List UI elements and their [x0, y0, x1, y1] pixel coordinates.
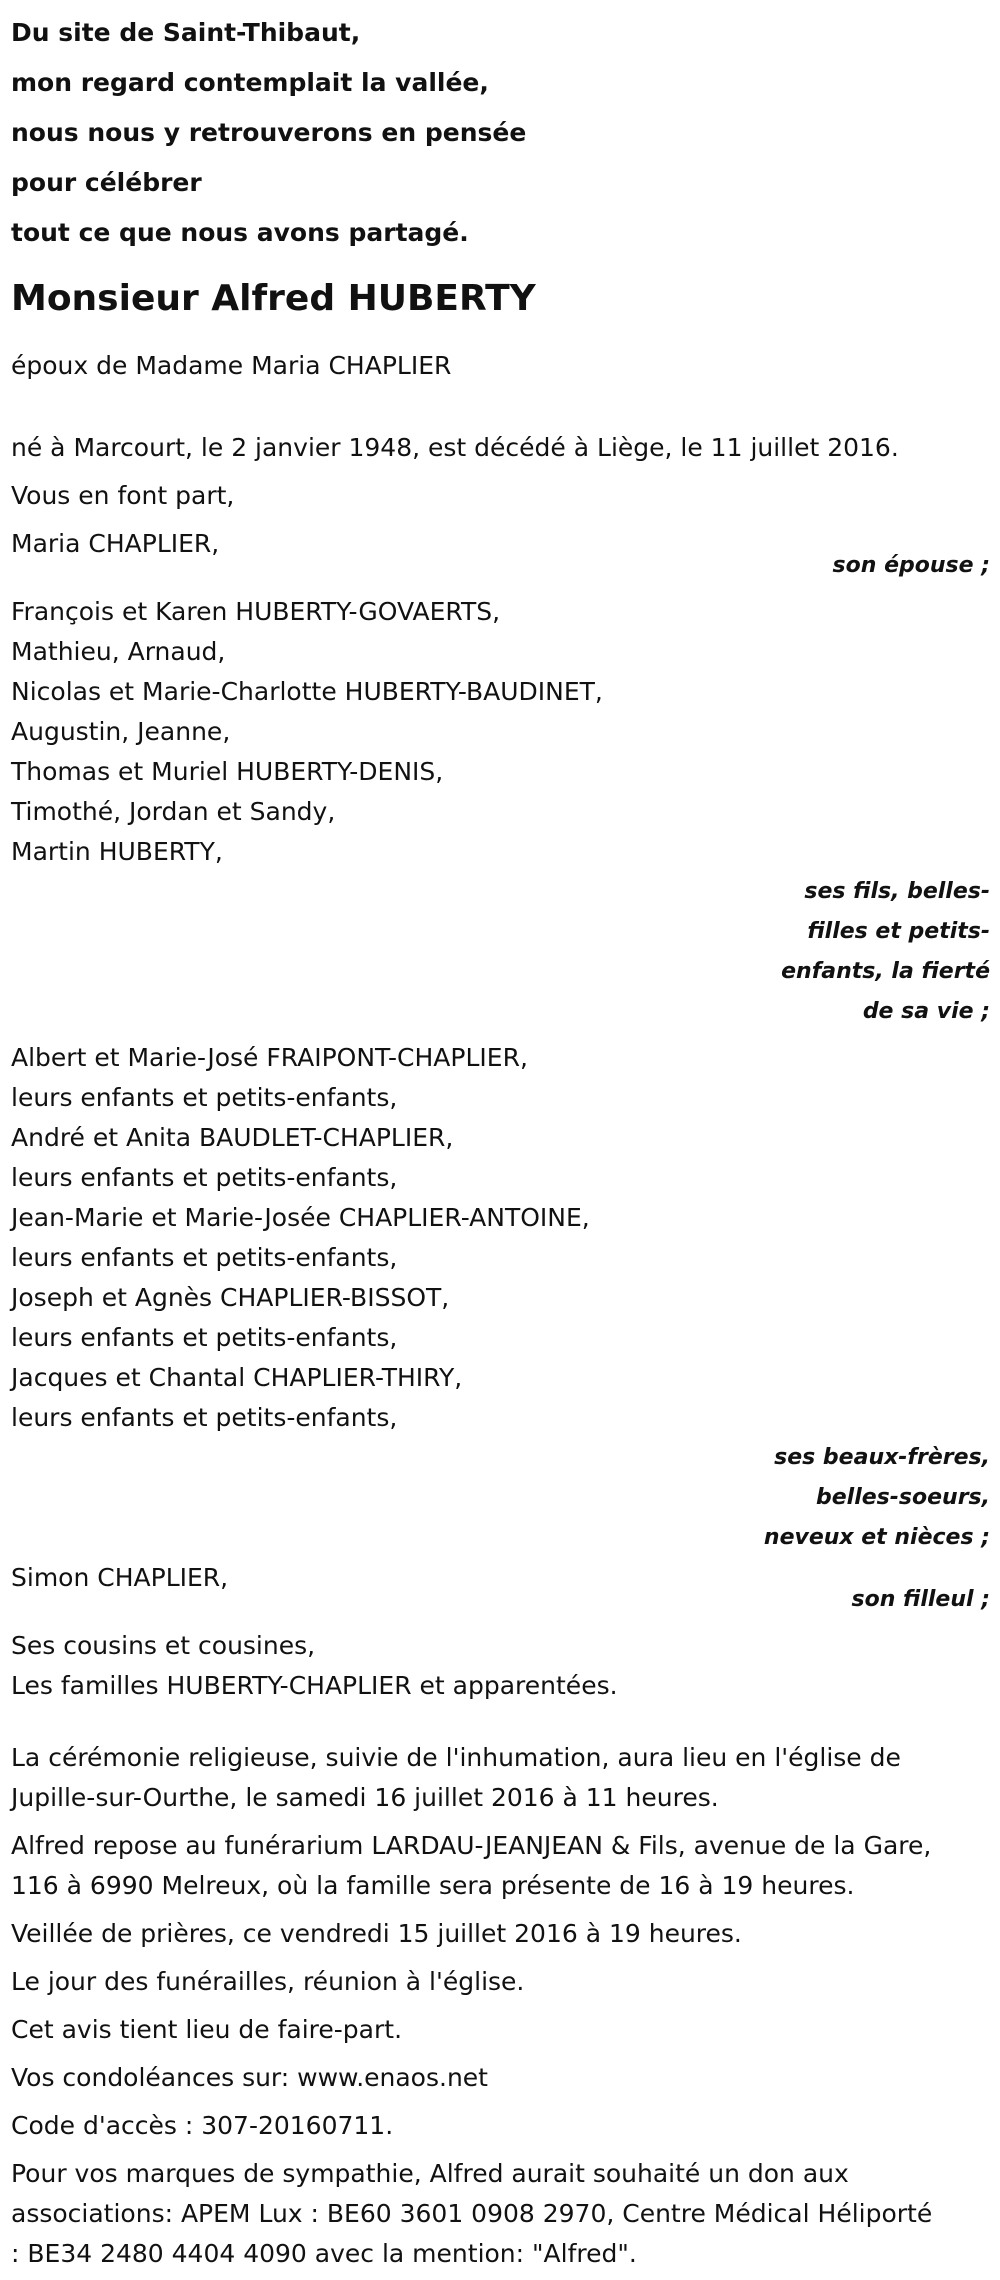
- relation-label: filles et petits-: [807, 919, 990, 944]
- poem-line: nous nous y retrouverons en pensée: [11, 118, 527, 147]
- family-group-inlaws: [11, 1038, 1000, 1558]
- paragraph-line: Code d'accès : 307-20160711.: [11, 2111, 394, 2140]
- ceremony-info: [11, 1738, 1000, 2274]
- paragraph-line: Veillée de prières, ce vendredi 15 juillet 2016 à 19 heures.: [11, 1919, 742, 1948]
- ceremony-paragraph: [11, 1738, 1000, 1818]
- poem-line: pour célébrer: [11, 168, 202, 197]
- family-name: Les familles HUBERTY-CHAPLIER et apparentées.: [11, 1671, 618, 1700]
- paragraph-line: Jupille-sur-Ourthe, le samedi 16 juillet 2016 à 11 heures.: [11, 1783, 719, 1812]
- relation-label: de sa vie ;: [862, 999, 990, 1024]
- birth-death-line: né à Marcourt, le 2 janvier 1948, est décédé à Liège, le 11 juillet 2016.: [11, 433, 899, 462]
- poem-line: mon regard contemplait la vallée,: [11, 68, 489, 97]
- family-name: Jean-Marie et Marie-Josée CHAPLIER-ANTOINE,: [11, 1203, 590, 1232]
- family-name: Thomas et Muriel HUBERTY-DENIS,: [11, 757, 444, 786]
- family-name: Timothé, Jordan et Sandy,: [11, 797, 336, 826]
- paragraph-line: Alfred repose au funérarium LARDAU-JEANJEAN & Fils, avenue de la Gare,: [11, 1831, 932, 1860]
- notice-paragraph: [11, 2010, 1000, 2050]
- relation-label: ses beaux-frères,: [774, 1445, 990, 1470]
- deceased-name-title: Monsieur Alfred HUBERTY: [11, 278, 536, 319]
- family-name: leurs enfants et petits-enfants,: [11, 1083, 398, 1112]
- relation-label: neveux et nièces ;: [763, 1525, 990, 1550]
- paragraph-line: : BE34 2480 4404 4090 avec la mention: "Alfred".: [11, 2239, 637, 2268]
- donation-paragraph: [11, 2154, 1000, 2274]
- relation-label: enfants, la fierté: [781, 959, 990, 984]
- paragraph-line: La cérémonie religieuse, suivie de l'inhumation, aura lieu en l'église de: [11, 1743, 901, 1772]
- family-name: leurs enfants et petits-enfants,: [11, 1243, 398, 1272]
- paragraph-line: Pour vos marques de sympathie, Alfred aurait souhaité un don aux: [11, 2159, 849, 2188]
- family-name: Mathieu, Arnaud,: [11, 637, 226, 666]
- meeting-paragraph: [11, 1962, 1000, 2002]
- paragraph-line: associations: APEM Lux : BE60 3601 0908 2970, Centre Médical Héliporté: [11, 2199, 933, 2228]
- paragraph-line: Cet avis tient lieu de faire-part.: [11, 2015, 403, 2044]
- poem: [11, 0, 1000, 258]
- family-name: Martin HUBERTY,: [11, 837, 223, 866]
- family-name: leurs enfants et petits-enfants,: [11, 1403, 398, 1432]
- paragraph-line: Le jour des funérailles, réunion à l'église.: [11, 1967, 525, 1996]
- relation-label: son filleul ;: [851, 1587, 990, 1612]
- spouse-line: époux de Madame Maria CHAPLIER: [11, 351, 452, 380]
- extended-family: [11, 1626, 1000, 1706]
- family-name: Simon CHAPLIER,: [11, 1563, 229, 1592]
- family-name: Maria CHAPLIER,: [11, 529, 220, 558]
- paragraph-line: Vos condoléances sur: www.enaos.net: [11, 2063, 488, 2092]
- family-name: leurs enfants et petits-enfants,: [11, 1163, 398, 1192]
- family-group-spouse: [11, 524, 1000, 586]
- relation-label: son épouse ;: [832, 553, 990, 578]
- family-name: Jacques et Chantal CHAPLIER-THIRY,: [11, 1363, 463, 1392]
- condolences-paragraph: [11, 2058, 1000, 2098]
- family-name: André et Anita BAUDLET-CHAPLIER,: [11, 1123, 454, 1152]
- family-name: Ses cousins et cousines,: [11, 1631, 316, 1660]
- paragraph-line: 116 à 6990 Melreux, où la famille sera présente de 16 à 19 heures.: [11, 1871, 855, 1900]
- funerarium-paragraph: [11, 1826, 1000, 1906]
- access-code-paragraph: [11, 2106, 1000, 2146]
- family-name: Augustin, Jeanne,: [11, 717, 231, 746]
- relation-label: ses fils, belles-: [804, 879, 990, 904]
- poem-line: Du site de Saint-Thibaut,: [11, 18, 361, 47]
- family-name: Albert et Marie-José FRAIPONT-CHAPLIER,: [11, 1043, 528, 1072]
- family-name: Nicolas et Marie-Charlotte HUBERTY-BAUDINET,: [11, 677, 603, 706]
- relation-label: belles-soeurs,: [816, 1485, 990, 1510]
- family-group-children: [11, 592, 1000, 1032]
- family-name: Joseph et Agnès CHAPLIER-BISSOT,: [11, 1283, 450, 1312]
- poem-line: tout ce que nous avons partagé.: [11, 218, 469, 247]
- vigil-paragraph: [11, 1914, 1000, 1954]
- family-name: François et Karen HUBERTY-GOVAERTS,: [11, 597, 501, 626]
- announcement-line: Vous en font part,: [11, 481, 235, 510]
- family-name: leurs enfants et petits-enfants,: [11, 1323, 398, 1352]
- family-group-godson: [11, 1558, 1000, 1620]
